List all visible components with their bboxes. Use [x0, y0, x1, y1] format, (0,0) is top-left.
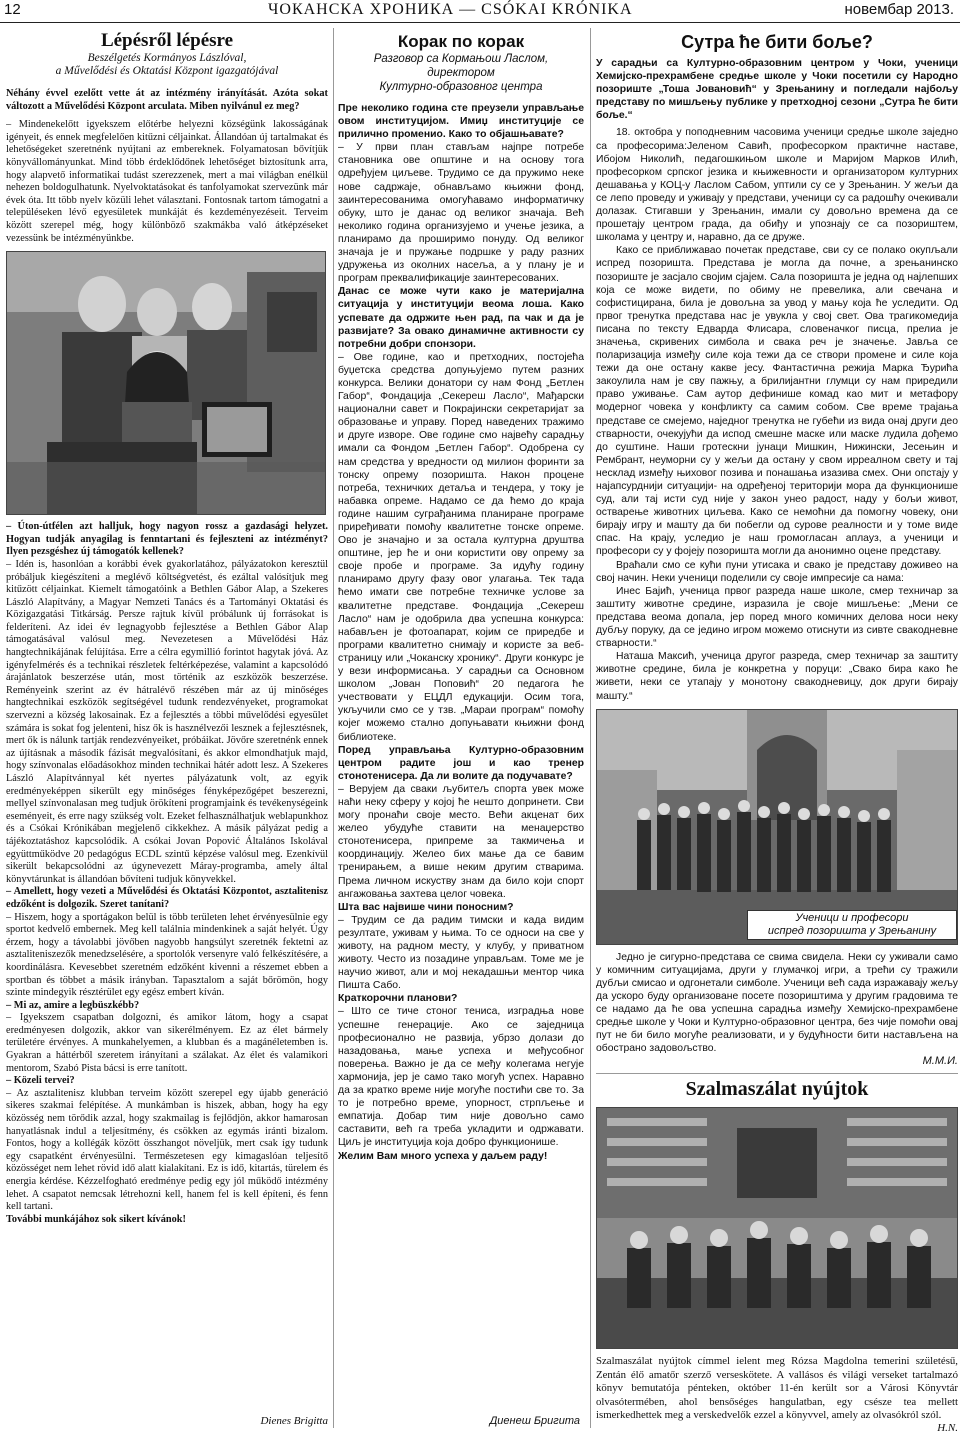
caption-line: испред позоришта у Зрењанину — [767, 924, 937, 937]
question: Данас се може чути како је материјална ситуација у институцији веома лоша. Како успевате да одржите њен рад, па чак и да је развијате? За овако динамичне активности су потребни добри спонзори. — [338, 286, 584, 350]
question: Пре неколико година сте преузели управљање овом институцијом. Имиџ институције се прилично променио. Како то објашњавате? — [338, 103, 584, 141]
question: Néhány évvel ezelőtt vette át az intézmény irányítását. Azóta sokat változott a Művelődési Központ arculata. Miben nyilvánul ez meg? — [6, 88, 328, 112]
page-number: 12 — [4, 1, 21, 18]
question: Поред управљања Културно-образовним центром радите још и као тренер стонотенисера. Да ли волите да подучавате? — [338, 744, 584, 782]
closing-line: További munkájához sok sikert kívánok! — [6, 1213, 186, 1225]
column-divider — [333, 28, 334, 1428]
signature-col1: Dienes Brigitta — [260, 1415, 328, 1427]
article-title: Сутра ће бити боље? — [681, 32, 873, 52]
article-subtitle: Културно-образовног центра — [379, 81, 543, 93]
lead-paragraph: У сарадњи са Културно-образовним центром у Чоки, ученици Хемијско-прехрамбене средње школе у Чоки посетили су Народно позориште „Тоша Јовановић“ у Зрењанину и погледали најбољу представу по мишљењу публике у претходној сезони „Сутра ће бити боље.“ — [596, 58, 958, 122]
answer: – Idén is, hasonlóan a korábbi évek gyakorlatához, pályázatokon keresztül próbáljuk kiegészíteni a meglévő költségvetést, és ezáltal valósítjuk meg kitűzött céljainkat. Kiemelt támogatóink a Bethlen Gábor Alap, a Szekeres László Alapítvány, a Magyar Nemzeti Tanács és a Tartományi Oktatási és Közigazgatási Titkárság. Persze rajtuk kívül próbálunk új forrásokat is felderíteni. Az idei év legnagyobb fejlesztése a Bethlen Gábor Alap támogatásával valósul meg. Nevezetesen a Művelődési Ház hangtechnikájának felújítása. Erre a célra egymillió forintot hagytak jóvá. Az igényfelmérés és a technikai részletek feltérképezése, valamint a kapcsolódó árajánlatok beszerzése után, most történik az eszközök beszerzése. Reményeink szerint az év hátralévő részében már az új minőséges hangtechnikai eszközök segítségével tudunk rendezvényeket, programokat szervezni a község lakosainak. Ez a fejlesztés a többi művelődési egyesület számára is sokat fog jelenteni, hisz ők is hasznélvezői lesznek a fejlesztésnek, mert ők is nálunk tartják rendezvényeiket, próbáikat. Jövőre szeretnénk ennek az újításnak a második fázisát megvalósítani, és akkor elmondhatjuk majd, hogy színvonalas előadásokhoz minden technikai hátér adott lesz. A Szekeres László Alapítvánnyal két nyertes pályázatunk volt, az egyik eredményeképpen sikerült egy minőséges fényképezőgépet beszerezni, mellyel színvonalasan meg tudjuk örökíteni programjaink és tevékenységeink eseményeit, és erre nagy szükség volt. Ezeket felhasználhatjuk weblapunkhoz és a Csókai Krónikában megjelenő cikkekhez. A másik pályázat pedig a tájékoztatáshoz kapcsolódik. A csókai Jovan Popović Általános Iskolával együttműködve 20 pedagógus ECDL szintű képzése valósul meg. Ezenkívül sikerült bekapcsolódni az úgynevezett Máray-programba, amely által könyvtárunkat is állandóan bővíteni tudjuk könyvekkel. — [6, 558, 328, 885]
article-subtitle: Разговор са Кормањош Ласлом, — [373, 53, 549, 65]
article-title: Szalmaszálat nyújtok — [685, 1078, 869, 1101]
answer: – У први план стављам најпре потребе становника ове општине и на основу тога одређујем циљеве. Трудимо се да пружимо неке нове садржаје, обнављамо књижни фонд, заинтересованима омогућавамо информатичку обуку, што је данас од великог значаја. Већ неколико година организујемо и учење језика, а планирамо да проширимо понуду. Од великог значаја је и пружање подршке у раду разних удружења из околних насеља, а у плану је и програм преквалификације заинтересованих. — [338, 142, 584, 285]
caption-line: Ученици и професори — [795, 911, 909, 924]
column-divider — [590, 28, 591, 1428]
answer: – Трудим се да радим тимски и када видим резултате, уживам у њима. То се односи на све у животу, на радном месту, у клубу, у приватном животу. Често из позадине управљам. Томе ме је научио живот, али и мој некадашњи ментор чика Пишта Сабо. — [338, 914, 584, 992]
question: – Úton-útfélen azt halljuk, hogy nagyon rossz a gazdasági helyzet. Hogyan tudják anyagilag is fenntartani és fejleszteni az intézményt? Ilyen pezsgéshez új támogatók kellenek? — [6, 521, 328, 558]
answer: – Igyekszem csapatban dolgozni, és amikor látom, hogy a csapat eredményesen dolgozik, akkor van sikerélményem. Ez az élet bármely területére érvényes. A munkahelyemen, a klubban és a magánéletemben is. Gyakran a háttérből szeretem irányítani a szálakat. Az élet és valamikori mentorom, Szabó Pista bácsi is erre tanított. — [6, 1012, 328, 1074]
body-paragraph: Наташа Максић, ученица другог разреда, смер техничар за заштиту животне средине, била је конкретна у поруци: „Свако бира како ће живети, неки се утапају у монотону свакодневицу, док други бирају машту.“ — [596, 651, 958, 702]
body-paragraph: Како се приближавао почетак представе, сви су се полако окупљали испред позоришта. Представа је могла да почне, а зрењанинско позориште је засјало својим сјајем. Сала позоришта је једна од најлепших која се може видети, по обиму не превелика, али свечана и софистицирана, била је довољна за увод у мању која ће уследити. Од првог тренутка представа нас је увукла у свој свет. Ова трагикомедија писана по тексту Едварда Флисара, словеначког писца, прелиа је значења, скривених симбола и свака реч је значење. Јавља се поларизација између силе која тежи да се створи промене и силе која тежи да оне остану какве јесу. Фантастична режија Марка Ђурића закоулила нам је сву пажњу, а брилијантни глумци су нам приредили право уживање. Сам аутор дефинише комад као мит и метафору модерног човека у конфликту са самим собом. Све време трајања представе се смејемо, наједног тренутка не губећи из вида онај други део стварности, очекујући да испод смешне маске или маске лудила дођемо до суштине. Наши гротескни јунаци Мишкин, Нижински, Јесењин и Рембрант, неуморни су у жељи да остану у свом ирреалном свету и тај несклад између њиховог позива и понашања изазива смех. Они опстају у најапсурднији ситуацији- на одређеној територији мора да функционише суд, али тај исти суд није у закон унео радост, наду у бољи живот, остварење животних циљева. Како се немоћни да помогну човеку, они бирају игру и машту да би побегли од сурове реалности и у томе виде спас. На крају, уследио је наш громогласан аплауз, а ученици и професори су у фојеју позоришта могли да анонимно оцене представу. — [596, 245, 958, 558]
photo-library-reading — [597, 1108, 957, 1348]
question: Шта вас највише чини поносним? — [338, 901, 514, 913]
article-lepesrol-lepesre — [6, 28, 328, 1433]
photo-students-theatre — [597, 710, 957, 944]
article-subtitle: Beszélgetés Kormányos Lászlóval, — [87, 52, 247, 64]
answer: – Hiszem, hogy a sportágakon belül is több területen lehet érvényesülnie egy sportot kedvelő embernek. Meg kell találnia mindenkinek a saját helyét. Úgy érzem, hogy a távolabbi jövőben nagyobb hangsúlyt szeretnék fektetni az asztaliteniszezők menedzselésére, a sportolók versenyre való felkészítésére, a koordinálásra. Kevesebbet szeretném edzőként kivenni a részemet ebben a sportban és többet a másik irányban. Tapasztalom a saját bőrömön, hogy szinte mindegyik résztérület egy egész embert kíván. — [6, 911, 328, 999]
body-paragraph: Szalmaszálat nyújtok címmel ielent meg Rózsa Magdolna temerini születésű, Zentán élő amatőr szerző verseskötete. A vallásos és világi verseket tartalmazó könyv bemutatója pénteken, október 11-én került sor a Városi Könyvtár olvasótermében, ahol bensőséges hangulatban, egy csésze tea mellett ismerkedhettek meg a verskedvelők ezzel a könyvvel, amely az olvasókról szól. — [596, 1355, 958, 1421]
answer: – Ове године, као и претходних, постојећа буџетска средства допуњујемо путем разних конкурса. Велики донатори су нам Фонд „Бетлен Габор“, Фондација „Секереш Ласло“, Мађарски национални савет и Покрајински секретаријат за образовање и управу. Поред наведених тражимо и друге изворе. Ове године смо највећу сарадњу имали са Фондом „Бетлен Габор“. Одобрена су нам средства у вредности од милион форинти за тонску опрему позоришта. Након процене потреба, техничких детаља и тендера, у току је набавка опреме. Надамо се да ћемо до краја године нашим суграђанима планиране програме приређивати помоћу квалитетне тонске опреме. Ово је значајно и за остала културна друштва општине, јер ће и они користити ову опрему за своје пробе и програме. За идућу годину планирамо другу фазу овог улагања. Тек тада ћемо имати све потребне техничке услове за квалитетне представе. Фондација „Секереш Ласло“ нам је одобрила два успешна конкурса: набављен је фотоапарат, којим се приредбе и програми квалитетно снимају и користе за веб-страницу или „Чоканску хронику“. Други конкурс је у вези информисања. У сарадњи са Основном школом „Јован Поповић“ 20 педагога ће учествовати у ЕЦДЛ едукацији. Осим тога, укључили смо се у тзв. „Мараи програм“ помоћу којег можемо стално допуњавати књижни фонд библиотеке. — [338, 351, 584, 743]
body-paragraph: 18. октобра у поподневним часовима ученици средње школе заједно са професорима:Јеленом Савић, професорком практичне наставе, Ибојом Николић, педагошкињом школе и Маријом Марков Илић, професорком српског језика и књижевности и организатором културних дешавања у КОЦ-у Ласлом Сабом, уптили су се у Зрењанин. У жељи да се лепо проведу и уживају у представи, ученици су са радошћу очекивали долазак. Стигавши у Зрењанин, имали су довољно времена да се прошетају центром града, да обиђу и упознају се са позориштем, школама у центру и, наравно, да се друже. — [596, 127, 958, 244]
issue-date: новембар 2013. — [844, 1, 954, 18]
signature-col3: М.М.И. — [922, 1055, 958, 1068]
answer: – Az asztalitenisz klubban terveim között szerepel egy újabb generáció sikeres szakmai felépítése. A munkámban is hiszek, abban, hogy ha egy közösség nem törődik azzal, hogy szakmailag is fejlődjön, akkor hamarosan hanyatlásnak indul a teljesítmény, és csökken az egymás iránti bizalom. Fontos, hogy a kollégák között összhangot növeljük, mert csak így tudunk egy csapatként érvényesülni. Természetesen egy kimagaslóan teljesítő közösséget nem lehet rövid idő alatt kialakítani. Ez is idő, kitartás, türelem és energia kérdése. Kézzelfogható eredménye pedig egy jól működő intézmény lehet. A csapatot nemcsak létrehozni kell, hanem fel is kell építeni, és fenn kell tartani. — [6, 1087, 328, 1213]
answer: – Што се тиче стоног тениса, изградња нове успешне генерације. Ако се заједница професионално не развија, убрзо долази до назадовања, мање успеха и међусобног поверења. Важно је да се међу колегама негује хармонија, јер је само тако могућ успех. Наравно да за кратко време није могуће постићи све то. За то је потребно време, упорност, стрпљење и емпатија. Добар тим није довољно само саставити, већ га треба укладити и одржавати. Циљ је институција која добро функционише. — [338, 1006, 584, 1149]
article-title: Корак по корак — [397, 32, 525, 51]
photo-caption — [747, 910, 957, 940]
photo-office-people — [7, 252, 325, 514]
body-paragraph: Враћали смо се кући пуни утисака и свако је представу доживео на свој начин. Неки ученици поделили су своје импресије са нама: — [596, 559, 958, 584]
question: – Amellett, hogy vezeti a Művelődési és Oktatási Központot, asztalitenisz edzőként is dolgozik. Szeret tanítani? — [6, 886, 328, 910]
question: – Mi az, amire a legbüszkébb? — [6, 999, 140, 1011]
article-subtitle: a Művelődési és Oktatási Központ igazgatójával — [55, 65, 279, 77]
signature-col3b: H.N. — [937, 1422, 958, 1433]
page-header — [0, 0, 960, 23]
question: – Közeli tervei? — [6, 1075, 75, 1087]
masthead: ЧОКАНСКА ХРОНИКА — CSÓKAI KRÓNIKA — [268, 1, 633, 18]
body-paragraph: Једно је сигурно-представа се свима свидела. Неки су уживали само у комичним ситуацијама, други у глумачкој игри, а трећи су тражили дубљи смисао и одгонетали симболе. Ученици већ сада изражавају жељу да ускоро буду организоване посете позориштима у другим градовима те се надамо да ће ова успешна сарадња између Хемијско-прехрамбене средње школе у Чоки и Културно-образовног центра, без чије помоћи овај пут не би било могуће реализовати, и у будућности бити настављена на обострано задовољство. — [596, 951, 958, 1055]
signature-col2: Диенеш Бригита — [489, 1415, 580, 1427]
answer: – Mindenekelőtt igyekszem előtérbe helyezni községünk lakosságának igényeit, és ennek megfelelően kitűzni céljainkat. Állandóan új tartalmakat és lehetőségeket szeretnénk nyújtani az embereknek. Folyamatosan bővítjük könyvállományunkat. Mind több érdeklődőnek lehetőséget biztosítunk arra, hogy alapvető informatikai tudást szerezzenek, mert a mai világban enélkül nehezen boldogulhatunk. Nyelvoktatásokat és tanfolyamokat szervezünk már évek óta. Itt több nyelv közüli lehet választani. Fontosnak tartom támogatni a településeken lévő egyesületek munkáját és kezdeményezéseit. Terveim között szerepel még, hogy különböző szakmákba való átképzéseket vezessünk be intézményünkbe. — [6, 119, 328, 244]
section-divider — [596, 1073, 958, 1074]
interview-photo — [6, 251, 326, 515]
article-sutra-ce-biti-bolje — [596, 28, 958, 1433]
question: Краткорочни планови? — [338, 993, 458, 1005]
answer: – Верујем да сваки љубитељ спорта увек може наћи неку сферу у којој ће нешто допринети. Сви могу пронаћи своје место. Већи акценат бих желео убудуће ставити на менаџерство стонотенисера, припреме за такмичења и координацију. Желео бих мање да се бавим тренирањем, а више неким другим стварима. Према личном искуству знам да било који спорт ангажовања захтева целог човека. — [338, 783, 584, 900]
body-paragraph: Инес Бајић, ученица првог разреда наше школе, смер техничар за заштиту животне средине, изразила је своје мишљење: „Мени се представа веома допала, јер поред много комичних делова носи неку дубљу поруку, да се једино игром можемо отиснути из сивте свакодневне стварности.“ — [596, 585, 958, 650]
article-korak-po-korak — [338, 28, 584, 1433]
library-photo — [596, 1107, 958, 1349]
closing-line: Желим Вам много успеха у даљем раду! — [338, 1150, 548, 1162]
group-photo — [596, 709, 958, 945]
article-subtitle: директором — [427, 67, 495, 79]
article-title: Lépésről lépésre — [100, 30, 234, 51]
